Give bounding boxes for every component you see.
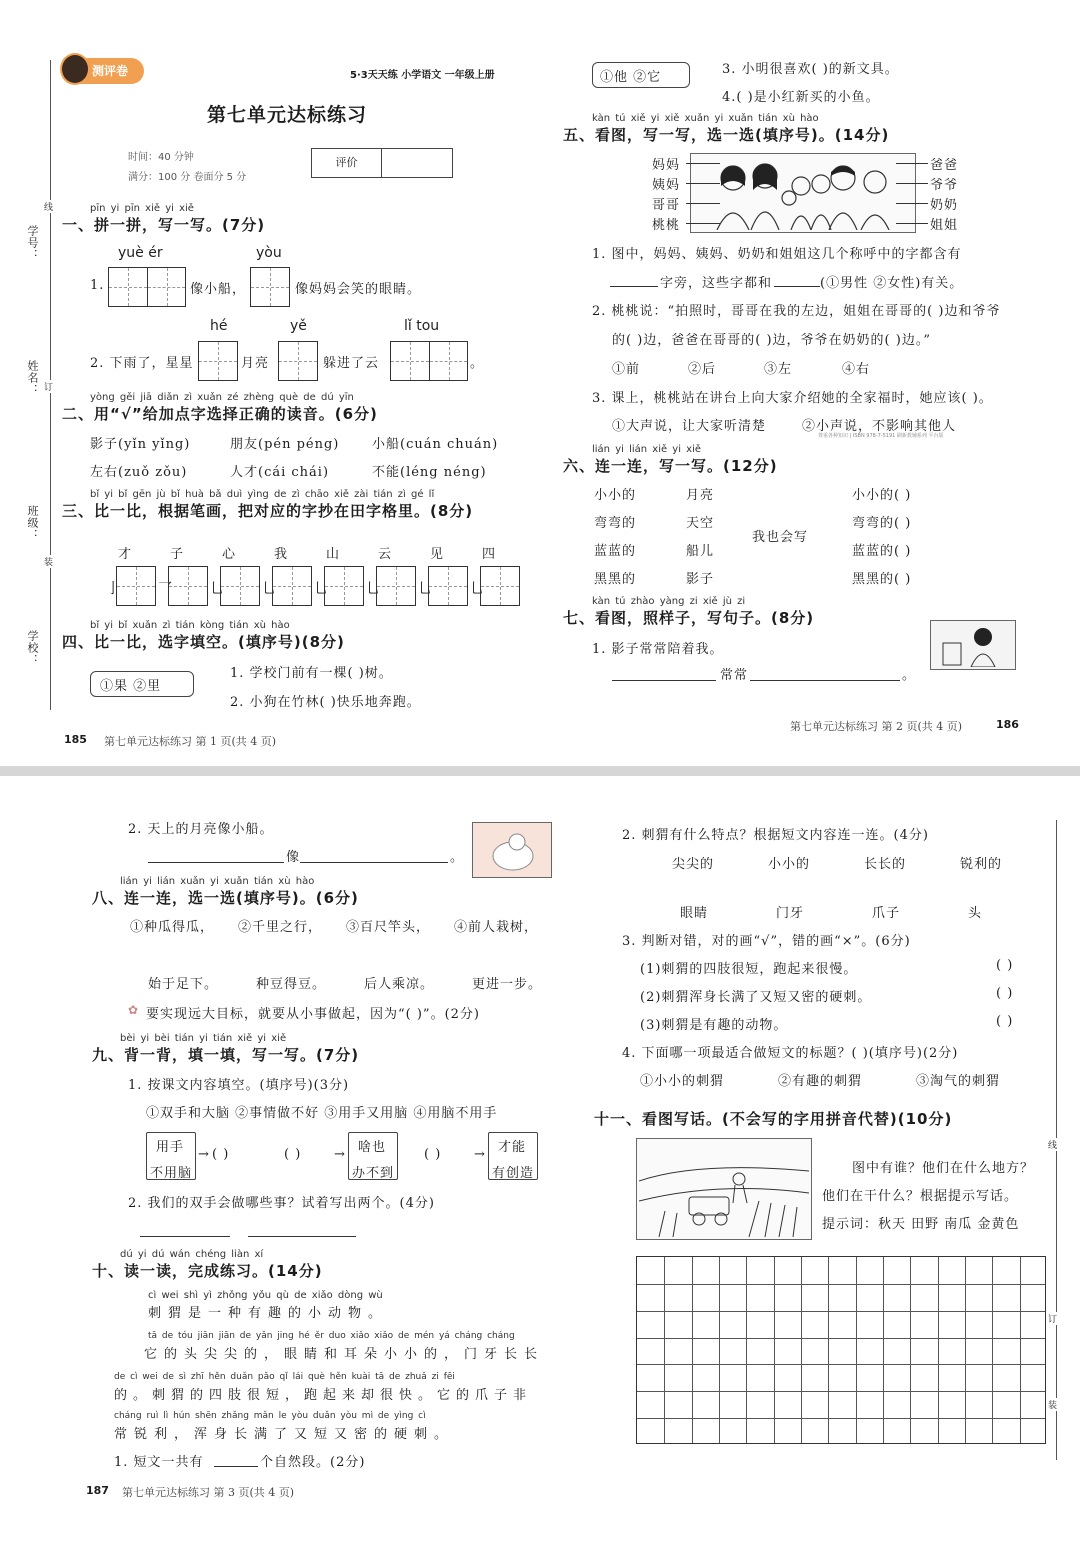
s10-title: 十、读一读，完成练习。(14分) (92, 1262, 323, 1280)
s1-q1-number: 1. (90, 278, 105, 293)
page-number-187: 187 (86, 1484, 109, 1497)
s10-match-a[interactable]: 尖尖的 (672, 857, 715, 872)
s9-paren-3[interactable]: ( ) (424, 1147, 442, 1162)
s5-left-pointer (686, 203, 720, 204)
family-photo-image (690, 153, 916, 233)
s8-col-a[interactable]: ③百尺竿头， (346, 920, 431, 935)
s7-q2-word: 像 (286, 850, 301, 865)
s9-arrow-3: → (474, 1147, 486, 1162)
s5-left-pointer (686, 163, 720, 164)
s9-q2-blank-1[interactable] (140, 1236, 230, 1237)
s10-q1-blank[interactable] (214, 1466, 258, 1467)
s3-stroke: 乚 (262, 581, 276, 597)
s10-match-a[interactable]: 长长的 (864, 857, 907, 872)
s5-q1-a: 1. 图中，妈妈、姨妈、奶奶和姐姐这几个称呼中的字都含有 (592, 247, 962, 262)
s3-grid[interactable] (324, 566, 364, 606)
s10-match-b[interactable]: 头 (968, 906, 983, 921)
s3-stroke: 乚 (314, 581, 328, 597)
s3-pinyin: bǐ yi bǐ gēn jù bǐ huà bǎ duì yìng de zì chāo xiě zài tián zì gé lǐ (90, 489, 435, 500)
s10-q2: 2. 刺猬有什么特点？根据短文内容连一连。(4分) (622, 828, 929, 843)
s10-l3: 的。刺猬的四肢很短，跑起来却很快。它的爪子非 (114, 1388, 533, 1403)
s6-col-a[interactable]: 小小的 (594, 488, 637, 503)
s9-q1: 1. 按课文内容填空。(填序号)(3分) (128, 1078, 350, 1093)
s1-q2-pinyin-1: hé (210, 318, 228, 334)
s9-options: ①双手和大脑 ②事情做不好 ③用手又用脑 ④用脑不用手 (146, 1106, 498, 1121)
footer-page-2: 第七单元达标练习 第 2 页(共 4 页) (790, 720, 963, 733)
s5-q3-a: 3. 课上，桃桃站在讲台上向大家介绍她的全家福时，她应该( )。 (592, 391, 993, 406)
s4-title: 四、比一比，选字填空。(填序号)(8分) (62, 633, 345, 651)
eval-label: 评价 (312, 149, 382, 177)
s8-col-b[interactable]: 种豆得豆。 (256, 977, 327, 992)
writing-grid-col-line (910, 1257, 911, 1443)
s2-r1-2[interactable]: 朋友(pén péng) (230, 437, 340, 452)
s9-box-2-a: 啥也 (358, 1140, 387, 1155)
s9-arrow-2: → (334, 1147, 346, 1162)
page-number-186: 186 (996, 718, 1019, 731)
s7-q2-blank-1[interactable] (148, 862, 284, 863)
s10-l3-pinyin: de cì wei de sì zhī hěn duǎn pǎo qǐ lái què hěn kuài tā de zhuǎ zi fēi (114, 1372, 455, 1382)
writing-grid-row-line (637, 1311, 1045, 1312)
writing-grid-col-line (992, 1257, 993, 1443)
s5-right-pointer (896, 163, 928, 164)
footer-page-1: 第七单元达标练习 第 1 页(共 4 页) (104, 735, 277, 748)
s3-stroke: 乚 (418, 581, 432, 597)
s2-r2-3[interactable]: 不能(léng néng) (372, 465, 487, 480)
s10-q4-opt-1: ①小小的刺猬 (640, 1074, 725, 1089)
s3-stroke: 乛 (158, 581, 172, 597)
s8-pinyin: lián yi lián xuǎn yi xuǎn tián xù hào (120, 876, 315, 887)
s9-q2: 2. 我们的双手会做哪些事？试着写出两个。(4分) (128, 1196, 435, 1211)
family-photo-icon (693, 156, 913, 230)
s3-char: 心 (222, 547, 237, 562)
s10-judge-paren[interactable]: ( ) (996, 1014, 1014, 1029)
s5-title: 五、看图，写一写，选一选(填序号)。(14分) (563, 126, 890, 144)
s3-char: 我 (274, 547, 289, 562)
s10-match-b[interactable]: 眼睛 (680, 906, 709, 921)
writing-grid[interactable] (636, 1256, 1046, 1444)
s3-grid[interactable] (480, 566, 520, 606)
s1-q2-text-2: 躲进了云 (323, 356, 380, 371)
s6-col-b[interactable]: 影子 (686, 572, 715, 587)
s6-col-b[interactable]: 月亮 (686, 488, 715, 503)
s8-col-b[interactable]: 后人乘凉。 (364, 977, 435, 992)
s11-hints: 提示词：秋天 田野 南瓜 金黄色 (822, 1217, 1020, 1232)
s5-right-pointer (896, 183, 928, 184)
s6-mid-label: 我也会写 (752, 530, 809, 545)
s8-col-b[interactable]: 始于足下。 (148, 977, 219, 992)
s3-char: 云 (378, 547, 393, 562)
s9-box-1-a: 用手 (156, 1140, 185, 1155)
s9-box-1-b: 不用脑 (150, 1166, 193, 1181)
s1-q1-text-1: 像小船， (190, 282, 247, 297)
s11-title: 十一、看图写话。(不会写的字用拼音代替)(10分) (594, 1110, 953, 1128)
seal-right-zhuang: 装 (1048, 1398, 1057, 1411)
s5-right-label: 爸爸 (930, 158, 959, 173)
s5-q2-opt-3: ③左 (764, 362, 793, 377)
s9-q2-blank-2[interactable] (248, 1236, 356, 1237)
s10-q3: 3. 判断对错，对的画“√”，错的画“×”。(6分) (622, 934, 911, 949)
s1-q1-text-2: 像妈妈会笑的眼睛。 (295, 282, 422, 297)
writing-grid-col-line (801, 1257, 802, 1443)
writing-grid-col-line (1020, 1257, 1021, 1443)
s1-q1-pinyin-1: yuè ér (118, 245, 163, 261)
side-name: 姓名： (26, 360, 39, 396)
s6-col-c[interactable]: 小小的( ) (852, 488, 912, 503)
s5-q2-opt-2: ②后 (688, 362, 717, 377)
s5-q3-c: ②小声说，不影响其他人 (802, 419, 957, 434)
s1-pinyin: pīn yi pīn xiě yi xiě (90, 203, 194, 214)
s10-l4: 常锐利，浑身长满了又短又密的硬刺。 (114, 1427, 455, 1442)
page-title: 第七单元达标练习 (207, 104, 368, 126)
s6-title: 六、连一连，写一写。(12分) (563, 457, 778, 475)
s1-q2-text-3: 。 (470, 356, 485, 371)
writing-grid-col-line (692, 1257, 693, 1443)
s7-q2: 2. 天上的月亮像小船。 (128, 822, 274, 837)
writing-grid-col-line (938, 1257, 939, 1443)
side-class: 班级： (26, 505, 39, 541)
s10-l2: 它的头尖尖的，眼睛和耳朵小小的，门牙长长 (144, 1347, 545, 1362)
s1-grid-ye[interactable] (278, 341, 318, 381)
s5-right-pointer (896, 223, 928, 224)
s7-q2-end: 。 (450, 850, 465, 865)
s3-stroke: 乚 (470, 581, 484, 597)
s6-col-b[interactable]: 船儿 (686, 544, 715, 559)
s8-col-b[interactable]: 更进一步。 (472, 977, 543, 992)
s10-match-a[interactable]: 小小的 (768, 857, 811, 872)
s10-q4-opt-2: ②有趣的刺猬 (778, 1074, 863, 1089)
eval-box (311, 148, 453, 178)
seal-xian: 线 (44, 200, 53, 213)
s10-q1: 1. 短文一共有 (114, 1455, 204, 1470)
full-score: 满分：100 分 卷面分 5 分 (128, 172, 247, 183)
s10-judge-paren[interactable]: ( ) (996, 958, 1014, 973)
s6-col-b[interactable]: 天空 (686, 516, 715, 531)
seal-right-xian: 线 (1048, 1138, 1057, 1151)
writing-grid-row-line (637, 1418, 1045, 1419)
s9-arrow-1: → (198, 1147, 210, 1162)
s3-grid[interactable] (376, 566, 416, 606)
s7-q1-blank-1[interactable] (612, 680, 716, 681)
seal-right-ding: 订 (1048, 1312, 1057, 1325)
s2-r1-3[interactable]: 小船(cuán chuán) (372, 437, 499, 452)
s2-title: 二、用“√”给加点字选择正确的读音。(6分) (62, 405, 378, 423)
s1-grid-you[interactable] (250, 267, 290, 307)
badge-avatar (60, 53, 90, 85)
s3-grid[interactable] (220, 566, 260, 606)
s9-title: 九、背一背，填一填，写一写。(7分) (92, 1046, 360, 1064)
s1-grid-litou[interactable] (390, 341, 468, 381)
s3-char: 才 (118, 547, 133, 562)
time-limit: 时间：40 分钟 (128, 152, 194, 163)
s6-col-a[interactable]: 弯弯的 (594, 516, 637, 531)
s3-grid[interactable] (116, 566, 156, 606)
s7-title: 七、看图，照样子，写句子。(8分) (563, 609, 815, 627)
s10-judge-item: (3)刺猬是有趣的动物。 (640, 1018, 788, 1033)
s1-q2-pinyin-2: yě (290, 318, 307, 334)
series-title: 5·3天天练 小学语文 一年级上册 (350, 70, 495, 81)
s3-grid[interactable] (168, 566, 208, 606)
writing-grid-col-line (774, 1257, 775, 1443)
s9-box-3-b: 有创造 (492, 1166, 535, 1181)
moon-boat-icon (477, 826, 547, 874)
s4-q4: 4.( )是小红新买的小鱼。 (722, 90, 880, 105)
s10-q4-opt-3: ③淘气的刺猬 (916, 1074, 1001, 1089)
s3-char: 子 (170, 547, 185, 562)
s6-col-c[interactable]: 蓝蓝的( ) (852, 544, 912, 559)
writing-grid-row-line (637, 1391, 1045, 1392)
s7-q1-blank-2[interactable] (750, 680, 900, 681)
s9-pinyin: bèi yi bèi tián yi tián xiě yi xiě (120, 1033, 287, 1044)
s7-pinyin: kàn tú zhào yàng zi xiě jù zi (592, 596, 746, 607)
s2-pinyin: yòng gěi jiā diǎn zì xuǎn zé zhèng què de dú yīn (90, 392, 354, 403)
s9-box-2-b: 办不到 (352, 1166, 395, 1181)
s2-r2-2[interactable]: 人才(cái chái) (230, 465, 330, 480)
s5-right-label: 奶奶 (930, 198, 959, 213)
s4-q2: 2. 小狗在竹林( )快乐地奔跑。 (230, 695, 421, 710)
s7-q1-end: 。 (902, 668, 917, 683)
writing-grid-col-line (664, 1257, 665, 1443)
s5-tiny-print: 尊重各种知识 | ISBN 978-7-5191 刷新教辅系列 平台版 (818, 433, 944, 439)
s6-col-c[interactable]: 弯弯的( ) (852, 516, 912, 531)
s5-left-pointer (686, 183, 720, 184)
footer-page-3: 第七单元达标练习 第 3 页(共 4 页) (122, 1486, 295, 1499)
s10-l1: 刺猬是一种有趣的小动物。 (148, 1306, 389, 1321)
s8-col-a[interactable]: ①种瓜得瓜， (130, 920, 215, 935)
s3-stroke: 乚 (210, 581, 224, 597)
s5-q3-b: ①大声说，让大家听清楚 (612, 419, 767, 434)
flower-icon: ✿ (128, 1003, 139, 1017)
s1-title: 一、拼一拼，写一写。(7分) (62, 216, 266, 234)
writing-grid-col-line (746, 1257, 747, 1443)
s9-paren-2[interactable]: ( ) (284, 1147, 302, 1162)
s5-q2-b: 的( )边，爸爸在哥哥的( )边，爷爷在奶奶的( )边。” (612, 333, 931, 348)
s10-match-a[interactable]: 锐利的 (960, 857, 1003, 872)
s10-judge-paren[interactable]: ( ) (996, 986, 1014, 1001)
s1-q2-pinyin-3: lǐ tou (404, 318, 440, 334)
s10-match-b[interactable]: 门牙 (776, 906, 805, 921)
s3-char: 四 (482, 547, 497, 562)
s10-match-b[interactable]: 爪子 (872, 906, 901, 921)
s4-q1: 1. 学校门前有一棵( )树。 (230, 666, 393, 681)
s11-prompt-2: 他们在干什么？根据提示写话。 (822, 1189, 1019, 1204)
writing-grid-row-line (637, 1364, 1045, 1365)
s1-q1-pinyin-2: yòu (256, 245, 282, 261)
s10-l4-pinyin: cháng ruì lì hún shēn zhǎng mǎn le yòu duǎn yòu mì de yìng cì (114, 1411, 426, 1421)
s9-box-3-a: 才能 (498, 1140, 527, 1155)
s1-grid-yueer[interactable] (108, 267, 186, 307)
s5-left-pointer (686, 223, 720, 224)
writing-grid-col-line (719, 1257, 720, 1443)
s8-title: 八、连一连，选一选(填序号)。(6分) (92, 889, 359, 907)
seal-zhuang: 装 (44, 555, 53, 568)
s5-left-label: 姨妈 (652, 178, 681, 193)
harvest-icon (639, 1141, 809, 1237)
s5-q1-c: (①男性 ②女性)有关。 (820, 276, 964, 291)
s5-left-label: 桃桃 (652, 218, 681, 233)
s3-stroke: 乚 (366, 581, 380, 597)
harvest-image (636, 1138, 812, 1240)
s4-options-2: ①他 ②它 (600, 70, 662, 85)
s10-judge-item: (2)刺猬浑身长满了又短又密的硬刺。 (640, 990, 872, 1005)
s7-q1: 1. 影子常常陪着我。 (592, 642, 724, 657)
s6-pinyin: lián yi lián xiě yi xiě (592, 444, 702, 455)
writing-grid-col-line (828, 1257, 829, 1443)
writing-grid-col-line (856, 1257, 857, 1443)
s6-col-c[interactable]: 黑黑的( ) (852, 572, 912, 587)
s2-r1-1[interactable]: 影子(yǐn yǐng) (90, 437, 191, 452)
s5-right-pointer (896, 203, 928, 204)
writing-grid-col-line (965, 1257, 966, 1443)
s9-paren-1[interactable]: ( ) (212, 1147, 230, 1162)
s10-pinyin: dú yi dú wán chéng liàn xí (120, 1249, 264, 1260)
s6-col-a[interactable]: 黑黑的 (594, 572, 637, 587)
page-number-185: 185 (64, 733, 87, 746)
s1-q2-text-1: 月亮 (241, 356, 270, 371)
s3-grid[interactable] (428, 566, 468, 606)
s3-char: 山 (326, 547, 341, 562)
s10-l2-pinyin: tā de tóu jiān jiān de yǎn jing hé ěr duo xiǎo xiǎo de mén yá cháng cháng (148, 1331, 515, 1341)
s4-options-1: ①果 ②里 (100, 679, 162, 694)
s3-char: 见 (430, 547, 445, 562)
s10-judge-item: (1)刺猬的四肢很短，跑起来很慢。 (640, 962, 858, 977)
s4-pinyin: bǐ yi bǐ xuǎn zì tián kòng tián xù hào (90, 620, 290, 631)
s8-question: 要实现远大目标，就要从小事做起，因为“( )”。(2分) (146, 1007, 480, 1022)
spread-divider (0, 766, 1080, 776)
s3-title: 三、比一比，根据笔画，把对应的字抄在田字格里。(8分) (62, 502, 474, 520)
s8-col-a[interactable]: ②千里之行， (238, 920, 323, 935)
side-id: 学号： (26, 225, 39, 261)
s5-q1-blank-2[interactable] (774, 286, 820, 287)
s3-grid[interactable] (272, 566, 312, 606)
s5-q2-opt-4: ④右 (842, 362, 871, 377)
girl-shadow-image (930, 620, 1016, 670)
s6-col-a[interactable]: 蓝蓝的 (594, 544, 637, 559)
s7-q1-word: 常常 (720, 668, 749, 683)
s5-left-label: 妈妈 (652, 158, 681, 173)
side-school: 学校： (26, 630, 39, 666)
s5-right-label: 爷爷 (930, 178, 959, 193)
s7-q2-blank-2[interactable] (300, 862, 448, 863)
s5-q1-blank-1[interactable] (610, 286, 658, 287)
writing-grid-row-line (637, 1284, 1045, 1285)
writing-grid-row-line (637, 1338, 1045, 1339)
s8-col-a[interactable]: ④前人栽树， (454, 920, 539, 935)
seal-ding: 订 (44, 380, 53, 393)
badge-label: 测评卷 (92, 64, 129, 78)
s5-right-label: 姐姐 (930, 218, 959, 233)
s3-stroke: 亅 (106, 581, 120, 597)
s5-left-label: 哥哥 (652, 198, 681, 213)
s10-q1-b: 个自然段。(2分) (260, 1455, 366, 1470)
s1-q2-text-0: 2. 下雨了，星星 (90, 356, 194, 371)
s1-grid-he[interactable] (198, 341, 238, 381)
s10-q4: 4. 下面哪一项最适合做短文的标题？( )(填序号)(2分) (622, 1046, 959, 1061)
s11-prompt-1: 图中有谁？他们在什么地方？ (852, 1161, 1035, 1176)
s5-q2-opt-1: ①前 (612, 362, 641, 377)
s5-pinyin: kàn tú xiě yi xiě xuǎn yi xuǎn tián xù hào (592, 113, 819, 124)
writing-grid-col-line (883, 1257, 884, 1443)
s4-q3: 3. 小明很喜欢( )的新文具。 (722, 62, 899, 77)
girl-shadow-icon (933, 623, 1013, 667)
s10-l1-pinyin: cì wei shì yì zhǒng yǒu qù de xiǎo dòng wù (148, 1290, 383, 1301)
s2-r2-1[interactable]: 左右(zuǒ zǒu) (90, 465, 188, 480)
s5-q1-b: 字旁，这些字都和 (660, 276, 773, 291)
moon-boat-image (472, 822, 552, 878)
s5-q2-a: 2. 桃桃说：“拍照时，哥哥在我的左边，姐姐在哥哥的( )边和爷爷 (592, 304, 1001, 319)
